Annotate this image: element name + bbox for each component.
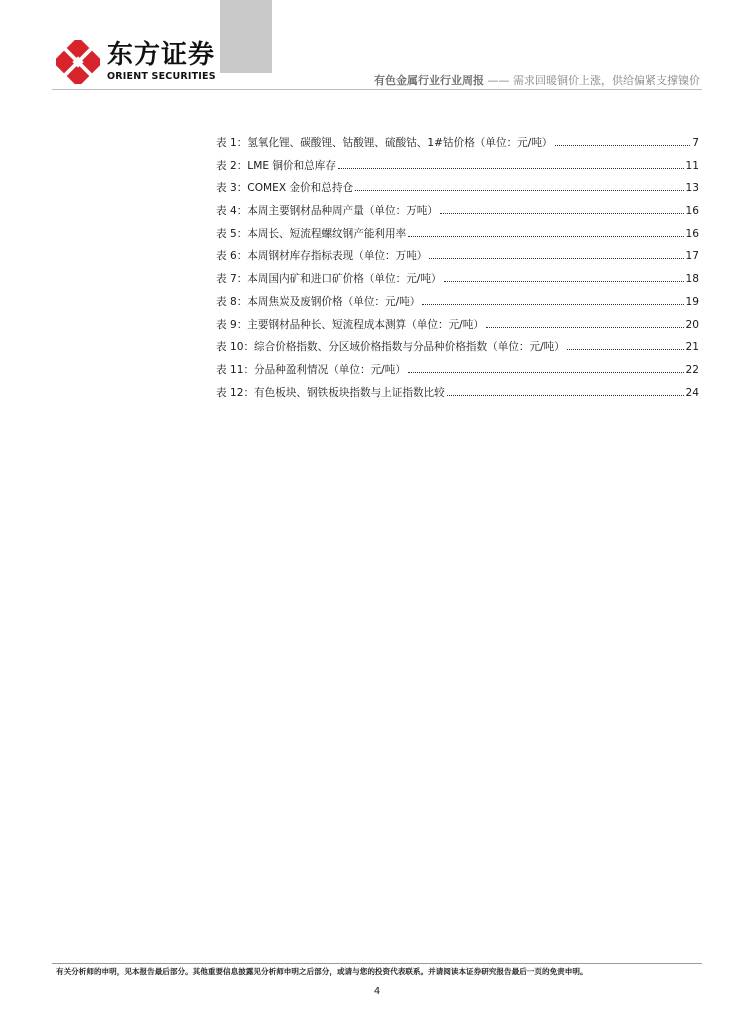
toc-entry[interactable]: [216, 318, 699, 341]
toc-leader-dots: [355, 190, 683, 191]
toc-entry-page: 13: [685, 182, 699, 195]
toc-leader-dots: [408, 236, 683, 237]
page-number: 4: [373, 986, 381, 997]
toc-entry-page: 11: [685, 159, 699, 172]
report-subtitle: 需求回暖铜价上涨，供给偏紧支撑镍价: [513, 74, 700, 87]
toc-leader-dots: [429, 258, 683, 259]
toc-leader-dots: [444, 281, 684, 282]
toc-entry[interactable]: [216, 136, 699, 159]
toc-entry[interactable]: [216, 272, 699, 295]
logo-english-name: ORIENT SECURITIES: [107, 71, 216, 82]
toc-entry[interactable]: [216, 340, 699, 363]
toc-leader-dots: [338, 168, 684, 169]
toc-entry-page: 21: [685, 341, 699, 354]
toc-entry[interactable]: [216, 249, 699, 272]
toc-entry-page: 20: [685, 318, 699, 331]
toc-entry-title: 表 6：本周钢材库存指标表现（单位：万吨）: [216, 250, 428, 263]
toc-entry[interactable]: [216, 386, 699, 409]
toc-entry-title: 表 8：本周焦炭及废钢价格（单位：元/吨）: [216, 295, 421, 308]
toc-entry-title: 表 1：氢氧化锂、碳酸锂、钴酸锂、硫酸钴、1#钴价格（单位：元/吨）: [216, 137, 553, 149]
toc-entry-page: 24: [685, 386, 699, 399]
toc-entry[interactable]: [216, 227, 699, 250]
toc-leader-dots: [567, 349, 684, 350]
toc-entry-page: 16: [685, 227, 699, 240]
toc-entry-page: 7: [692, 137, 699, 149]
toc-entry[interactable]: [216, 204, 699, 227]
toc-entry[interactable]: [216, 159, 699, 182]
header-separator: ——: [484, 74, 513, 87]
company-logo: [56, 40, 216, 84]
toc-leader-dots: [447, 395, 684, 396]
toc-entry-page: 17: [685, 250, 699, 263]
toc-leader-dots: [422, 304, 683, 305]
orient-logo-icon: [56, 40, 100, 84]
toc-leader-dots: [440, 213, 684, 214]
header-divider: [52, 89, 702, 90]
toc-entry-title: 表 4：本周主要钢材品种周产量（单位：万吨）: [216, 205, 438, 218]
toc-leader-dots: [555, 145, 691, 146]
toc-entry[interactable]: [216, 363, 699, 386]
toc-leader-dots: [486, 327, 684, 328]
toc-entry-title: 表 12：有色板块、钢铁板块指数与上证指数比较: [216, 386, 445, 399]
toc-entry-page: 19: [685, 295, 699, 308]
toc-entry-title: 表 9：主要钢材品种长、短流程成本测算（单位：元/吨）: [216, 318, 484, 331]
footer-divider: [52, 963, 702, 964]
toc-entry[interactable]: [216, 295, 699, 318]
toc-entry-page: 16: [685, 205, 699, 218]
toc-entry-title: 表 2：LME 铜价和总库存: [216, 159, 336, 172]
analyst-disclaimer-note: 有关分析师的申明，见本报告最后部分。其他重要信息披露见分析师申明之后部分，或请与您的投资代表联系。并请阅读本证券研究报告最后一页的免责申明。: [56, 967, 588, 976]
toc-entry-title: 表 5：本周长、短流程螺纹钢产能利用率: [216, 227, 407, 240]
report-type: 有色金属行业行业周报: [374, 74, 484, 87]
toc-leader-dots: [408, 372, 684, 373]
toc-entry-title: 表 11：分品种盈利情况（单位：元/吨）: [216, 363, 406, 376]
toc-entry-title: 表 10：综合价格指数、分区域价格指数与分品种价格指数（单位：元/吨）: [216, 341, 565, 354]
logo-chinese-name: 东方证券: [107, 40, 216, 70]
toc-entry-title: 表 7：本周国内矿和进口矿价格（单位：元/吨）: [216, 273, 442, 286]
table-of-figures: [216, 136, 699, 408]
toc-entry-title: 表 3：COMEX 金价和总持仓: [216, 182, 354, 195]
toc-entry[interactable]: [216, 181, 699, 204]
report-header-title: [374, 74, 700, 88]
toc-entry-page: 22: [685, 363, 699, 376]
header-gray-bar: [220, 0, 272, 73]
toc-entry-page: 18: [685, 273, 699, 286]
